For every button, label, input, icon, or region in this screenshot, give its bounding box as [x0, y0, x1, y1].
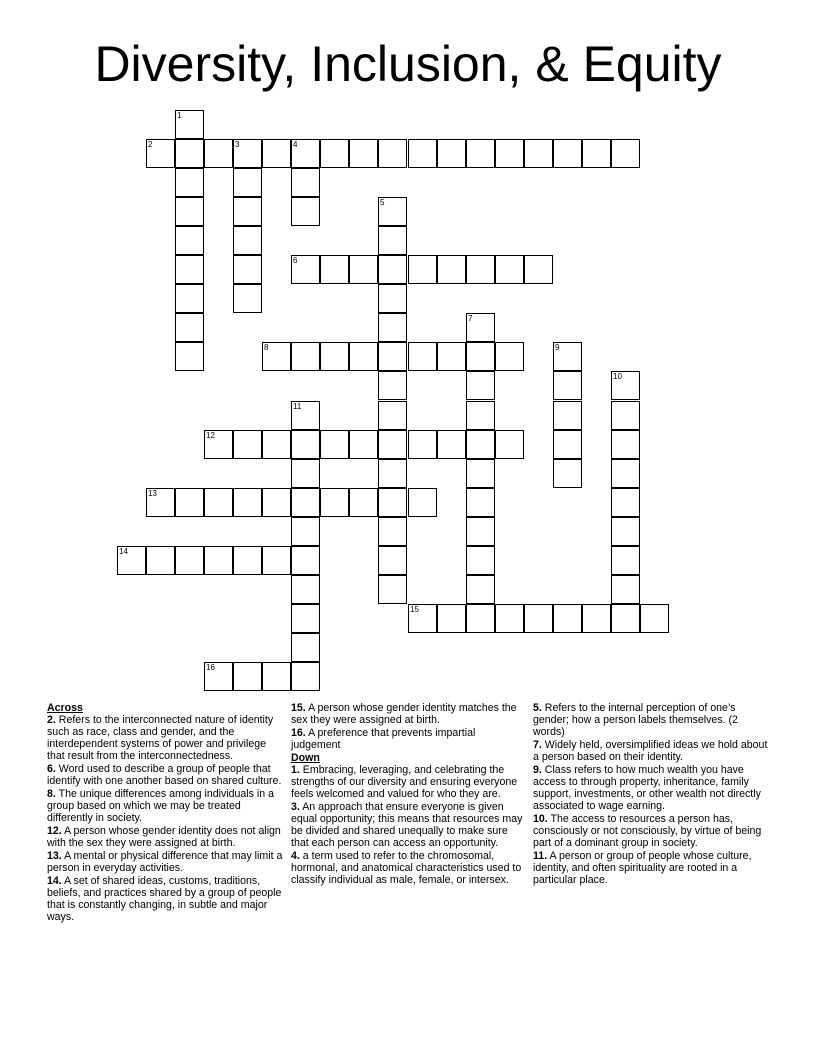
clue-number: 4. [291, 850, 300, 862]
grid-cell[interactable] [553, 139, 582, 168]
grid-cell[interactable] [291, 662, 320, 691]
grid-cell[interactable] [262, 488, 291, 517]
clue-text: A person or group of people whose culture, identity, and often spirituality are rooted in a particular place. [533, 850, 752, 886]
cell-number: 16 [206, 663, 215, 672]
grid-cell[interactable] [146, 488, 175, 517]
grid-cell[interactable] [437, 255, 466, 284]
grid-cell[interactable] [175, 342, 204, 371]
grid-cell[interactable] [466, 401, 495, 430]
clues-column-1 [47, 702, 283, 924]
cell-number: 11 [293, 402, 302, 411]
grid-cell[interactable] [233, 488, 262, 517]
clue-text: A person whose gender identity matches the sex they were assigned at birth. [291, 702, 517, 726]
down-clue [291, 764, 523, 800]
grid-cell[interactable] [233, 284, 262, 313]
grid-cell[interactable] [495, 255, 524, 284]
grid-cell[interactable] [291, 342, 320, 371]
cell-number: 13 [148, 489, 157, 498]
grid-cell[interactable] [262, 139, 291, 168]
grid-cell[interactable] [378, 575, 407, 604]
grid-cell[interactable] [262, 342, 291, 371]
grid-cell[interactable] [175, 488, 204, 517]
down-clue [533, 764, 769, 812]
grid-cell[interactable] [466, 459, 495, 488]
grid-cell[interactable] [233, 226, 262, 255]
grid-cell[interactable] [146, 139, 175, 168]
grid-cell[interactable] [349, 488, 378, 517]
grid-cell[interactable] [611, 430, 640, 459]
across-header: Across [47, 702, 83, 714]
grid-cell[interactable] [437, 342, 466, 371]
grid-cell[interactable] [233, 139, 262, 168]
grid-cell[interactable] [466, 371, 495, 400]
down-clue [533, 739, 769, 763]
clue-number: 1. [291, 764, 300, 776]
grid-cell[interactable] [553, 401, 582, 430]
across-clue [47, 875, 283, 923]
grid-cell[interactable] [466, 313, 495, 342]
cell-number: 3 [235, 140, 240, 149]
clue-text: The unique differences among individuals in a group based on which we may be treated differently in society. [47, 788, 274, 824]
clue-text: Widely held, oversimplified ideas we hold about a person based on their identity. [533, 739, 768, 763]
grid-cell[interactable] [291, 197, 320, 226]
grid-cell[interactable] [495, 139, 524, 168]
grid-cell[interactable] [175, 110, 204, 139]
grid-cell[interactable] [204, 546, 233, 575]
grid-cell[interactable] [611, 517, 640, 546]
grid-cell[interactable] [524, 604, 553, 633]
grid-cell[interactable] [553, 459, 582, 488]
grid-cell[interactable] [495, 342, 524, 371]
clue-text: A set of shared ideas, customs, traditions, beliefs, and practices shared by a group of people that is constantly changing, in subtle and major ways. [47, 875, 282, 923]
cell-number: 9 [555, 343, 560, 352]
grid-cell[interactable] [175, 168, 204, 197]
grid-cell[interactable] [408, 604, 437, 633]
down-clue [291, 850, 523, 886]
grid-cell[interactable] [582, 139, 611, 168]
grid-cell[interactable] [408, 488, 437, 517]
grid-cell[interactable] [378, 517, 407, 546]
clue-number: 2. [47, 714, 56, 726]
grid-cell[interactable] [262, 546, 291, 575]
clue-text: A preference that prevents impartial judgement [291, 727, 476, 751]
grid-cell[interactable] [117, 546, 146, 575]
grid-cell[interactable] [437, 139, 466, 168]
cell-number: 15 [410, 605, 419, 614]
grid-cell[interactable] [466, 342, 495, 371]
grid-cell[interactable] [291, 604, 320, 633]
grid-cell[interactable] [233, 546, 262, 575]
grid-cell[interactable] [378, 284, 407, 313]
down-clue [533, 813, 769, 849]
grid-cell[interactable] [378, 139, 407, 168]
grid-cell[interactable] [233, 430, 262, 459]
grid-cell[interactable] [262, 662, 291, 691]
grid-cell[interactable] [524, 139, 553, 168]
clue-number: 3. [291, 801, 300, 813]
grid-cell[interactable] [320, 342, 349, 371]
grid-cell[interactable] [233, 255, 262, 284]
grid-cell[interactable] [378, 401, 407, 430]
cell-number: 2 [148, 140, 153, 149]
grid-cell[interactable] [291, 139, 320, 168]
grid-cell[interactable] [204, 139, 233, 168]
cell-number: 12 [206, 431, 215, 440]
down-clue [291, 801, 523, 849]
grid-cell[interactable] [291, 168, 320, 197]
grid-cell[interactable] [611, 546, 640, 575]
grid-cell[interactable] [611, 575, 640, 604]
clue-text: A mental or physical difference that may limit a person in everyday activities. [47, 850, 283, 874]
clue-text: An approach that ensure everyone is given equal opportunity; this means that resources may be divided and shared unequally to make sure that each person can access an opportunity. [291, 801, 523, 849]
clue-number: 13. [47, 850, 62, 862]
grid-cell[interactable] [175, 139, 204, 168]
clue-number: 10. [533, 813, 548, 825]
grid-cell[interactable] [466, 255, 495, 284]
clue-number: 12. [47, 825, 62, 837]
grid-cell[interactable] [466, 575, 495, 604]
down-clue [533, 702, 769, 738]
clue-number: 9. [533, 764, 542, 776]
grid-cell[interactable] [291, 459, 320, 488]
cell-number: 7 [468, 314, 473, 323]
across-clue [291, 727, 523, 751]
across-clue [47, 825, 283, 849]
grid-cell[interactable] [611, 459, 640, 488]
grid-cell[interactable] [175, 284, 204, 313]
grid-cell[interactable] [495, 430, 524, 459]
cell-number: 6 [293, 256, 298, 265]
grid-cell[interactable] [204, 430, 233, 459]
grid-cell[interactable] [640, 604, 669, 633]
clue-text: a term used to refer to the chromosomal, hormonal, and anatomical characteristics used to classify individual as male, female, or intersex. [291, 850, 522, 886]
clue-number: 5. [533, 702, 542, 714]
grid-cell[interactable] [349, 430, 378, 459]
grid-cell[interactable] [466, 488, 495, 517]
grid-cell[interactable] [291, 575, 320, 604]
grid-cell[interactable] [524, 255, 553, 284]
clue-text: Class refers to how much wealth you have access to through property, inheritance, family support, investments, or other wealth not directly associated to wage earning. [533, 764, 761, 812]
cell-number: 10 [613, 372, 622, 381]
grid-cell[interactable] [408, 139, 437, 168]
grid-cell[interactable] [611, 401, 640, 430]
grid-cell[interactable] [204, 662, 233, 691]
grid-cell[interactable] [291, 517, 320, 546]
grid-cell[interactable] [175, 255, 204, 284]
down-clue [533, 850, 769, 886]
grid-cell[interactable] [291, 488, 320, 517]
cell-number: 4 [293, 140, 298, 149]
grid-cell[interactable] [611, 371, 640, 400]
grid-cell[interactable] [378, 488, 407, 517]
grid-cell[interactable] [611, 488, 640, 517]
across-clue [47, 850, 283, 874]
grid-cell[interactable] [466, 430, 495, 459]
grid-cell[interactable] [378, 371, 407, 400]
clue-text: Refers to the internal perception of one’s gender; how a person labels themselves. (2 words) [533, 702, 738, 738]
grid-cell[interactable] [378, 430, 407, 459]
grid-cell[interactable] [495, 604, 524, 633]
grid-cell[interactable] [233, 197, 262, 226]
grid-cell[interactable] [408, 255, 437, 284]
grid-cell[interactable] [204, 488, 233, 517]
grid-cell[interactable] [349, 139, 378, 168]
clue-number: 11. [533, 850, 548, 862]
across-clue [47, 788, 283, 824]
cell-number: 5 [380, 198, 385, 207]
clue-number: 15. [291, 702, 306, 714]
grid-cell[interactable] [466, 139, 495, 168]
grid-cell[interactable] [320, 139, 349, 168]
clue-text: Embracing, leveraging, and celebrating the strengths of our diversity and ensuring everyone feels welcomed and valued for who they are. [291, 764, 518, 800]
grid-cell[interactable] [291, 255, 320, 284]
grid-cell[interactable] [262, 430, 291, 459]
grid-cell[interactable] [291, 430, 320, 459]
grid-cell[interactable] [175, 313, 204, 342]
clue-number: 16. [291, 727, 306, 739]
grid-cell[interactable] [378, 459, 407, 488]
grid-cell[interactable] [466, 546, 495, 575]
grid-cell[interactable] [553, 430, 582, 459]
clue-text: A person whose gender identity does not align with the sex they were assigned at birth. [47, 825, 281, 849]
grid-cell[interactable] [611, 604, 640, 633]
grid-cell[interactable] [437, 430, 466, 459]
grid-cell[interactable] [320, 488, 349, 517]
grid-cell[interactable] [291, 633, 320, 662]
grid-cell[interactable] [378, 342, 407, 371]
grid-cell[interactable] [378, 226, 407, 255]
clue-text: The access to resources a person has, consciously or not consciously, by virtue of being part of a dominant group in society. [533, 813, 762, 849]
grid-cell[interactable] [553, 371, 582, 400]
across-clue [47, 763, 283, 787]
grid-cell[interactable] [408, 430, 437, 459]
clue-text: Word used to describe a group of people that identify with one another based on shared culture. [47, 763, 282, 787]
grid-cell[interactable] [553, 342, 582, 371]
grid-cell[interactable] [378, 313, 407, 342]
across-clue [291, 702, 523, 726]
grid-cell[interactable] [378, 255, 407, 284]
clue-number: 8. [47, 788, 56, 800]
grid-cell[interactable] [378, 197, 407, 226]
grid-cell[interactable] [408, 342, 437, 371]
clue-number: 6. [47, 763, 56, 775]
cell-number: 1 [177, 111, 182, 120]
grid-cell[interactable] [349, 255, 378, 284]
grid-cell[interactable] [437, 604, 466, 633]
clues-column-3 [533, 702, 769, 887]
grid-cell[interactable] [466, 517, 495, 546]
clue-number: 14. [47, 875, 62, 887]
across-clue [47, 714, 283, 762]
grid-cell[interactable] [378, 546, 407, 575]
grid-cell[interactable] [175, 226, 204, 255]
grid-cell[interactable] [233, 168, 262, 197]
grid-cell[interactable] [233, 662, 262, 691]
grid-cell[interactable] [582, 604, 611, 633]
grid-cell[interactable] [175, 197, 204, 226]
grid-cell[interactable] [553, 604, 582, 633]
grid-cell[interactable] [349, 342, 378, 371]
cell-number: 8 [264, 343, 269, 352]
grid-cell[interactable] [146, 546, 175, 575]
clues-column-2 [291, 702, 523, 887]
cell-number: 14 [119, 547, 128, 556]
grid-cell[interactable] [466, 604, 495, 633]
grid-cell[interactable] [611, 139, 640, 168]
grid-cell[interactable] [291, 401, 320, 430]
grid-cell[interactable] [291, 546, 320, 575]
down-header: Down [291, 752, 320, 764]
grid-cell[interactable] [320, 255, 349, 284]
clue-text: Refers to the interconnected nature of identity such as race, class and gender, and the interdependent systems of power and privilege that result from the interconnectedness. [47, 714, 274, 762]
puzzle-title: Diversity, Inclusion, & Equity [94, 36, 722, 92]
grid-cell[interactable] [175, 546, 204, 575]
clue-number: 7. [533, 739, 542, 751]
grid-cell[interactable] [320, 430, 349, 459]
